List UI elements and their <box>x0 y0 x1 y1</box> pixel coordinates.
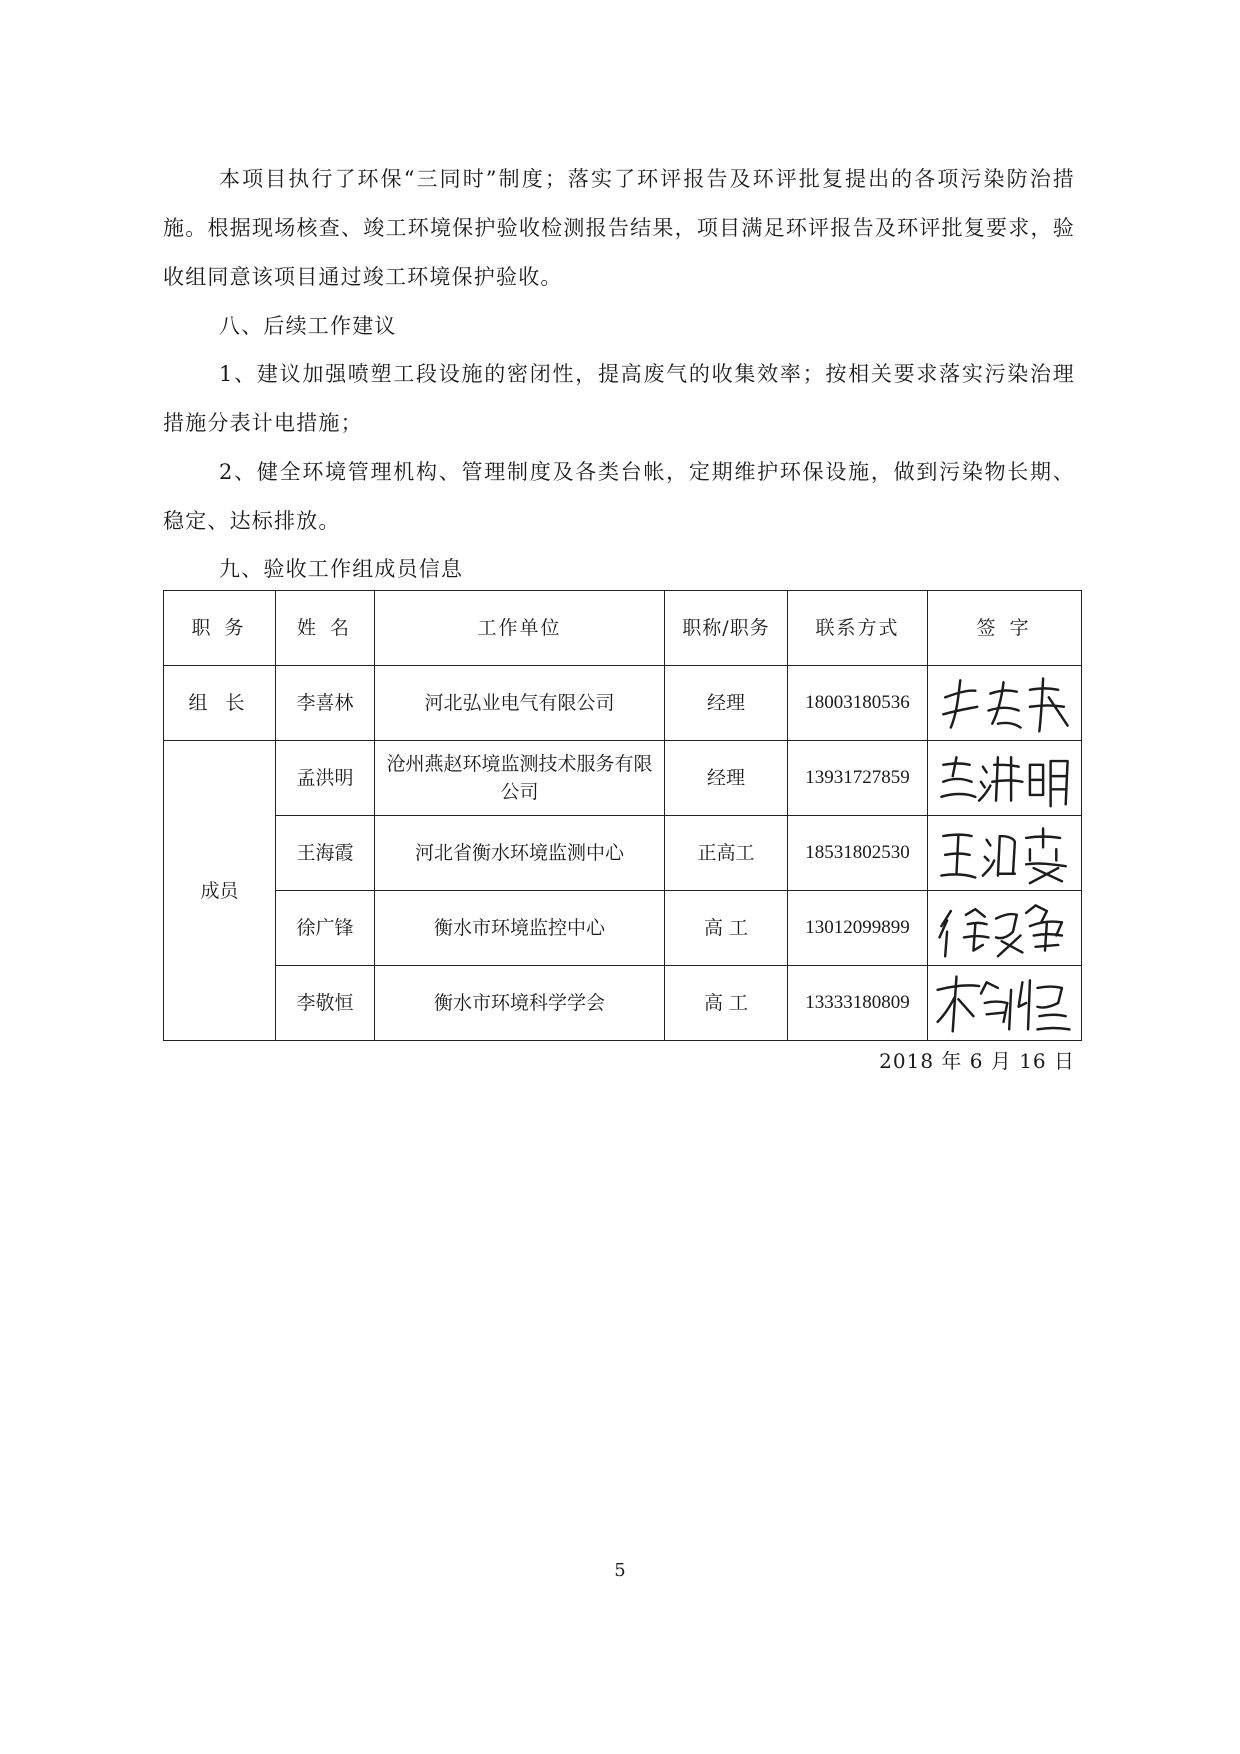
member-unit: 河北省衡水环境监测中心 <box>375 816 665 891</box>
handwritten-signature <box>932 967 1077 1039</box>
suggestion-2: 2、健全环境管理机构、管理制度及各类台帐，定期维护环保设施，做到污染物长期、稳定、达标排放。 <box>163 460 1075 533</box>
document-date: 2018 年 6 月 16 日 <box>879 1049 1075 1073</box>
header-signature: 签 字 <box>928 591 1082 666</box>
member-signature <box>928 741 1082 816</box>
member-title: 经理 <box>665 666 788 741</box>
members-table <box>163 590 1082 1041</box>
member-phone: 18531802530 <box>788 816 928 891</box>
handwritten-signature <box>932 892 1077 964</box>
member-unit: 河北弘业电气有限公司 <box>375 666 665 741</box>
header-name: 姓 名 <box>276 591 375 666</box>
member-title: 高 工 <box>665 891 788 966</box>
member-name: 王海霞 <box>276 816 375 891</box>
handwritten-signature <box>932 667 1077 739</box>
member-signature <box>928 666 1082 741</box>
member-unit: 衡水市环境监控中心 <box>375 891 665 966</box>
member-phone: 13333180809 <box>788 966 928 1041</box>
role-leader: 组 长 <box>164 666 276 741</box>
handwritten-signature <box>932 742 1077 814</box>
section-9-heading: 九、验收工作组成员信息 <box>219 557 464 581</box>
member-signature <box>928 816 1082 891</box>
table-header-row <box>164 591 1082 666</box>
handwritten-signature <box>932 817 1077 889</box>
member-name: 徐广锋 <box>276 891 375 966</box>
header-title: 职称/职务 <box>665 591 788 666</box>
section-8-heading: 八、后续工作建议 <box>219 314 397 338</box>
header-role: 职 务 <box>164 591 276 666</box>
header-contact: 联系方式 <box>788 591 928 666</box>
member-phone: 13931727859 <box>788 741 928 816</box>
suggestion-1: 1、建议加强喷塑工段设施的密闭性，提高废气的收集效率；按相关要求落实污染治理措施分表计电措施； <box>163 362 1075 435</box>
member-phone: 13012099899 <box>788 891 928 966</box>
table-row <box>164 966 1082 1041</box>
table-row <box>164 891 1082 966</box>
member-name: 孟洪明 <box>276 741 375 816</box>
table-row <box>164 666 1082 741</box>
header-unit: 工作单位 <box>375 591 665 666</box>
member-title: 经理 <box>665 741 788 816</box>
page-number: 5 <box>614 1560 626 1581</box>
table-row <box>164 741 1082 816</box>
role-members: 成员 <box>164 741 276 1041</box>
member-title: 高 工 <box>665 966 788 1041</box>
member-signature <box>928 891 1082 966</box>
member-unit: 衡水市环境科学学会 <box>375 966 665 1041</box>
table-row <box>164 816 1082 891</box>
member-signature <box>928 966 1082 1041</box>
member-phone: 18003180536 <box>788 666 928 741</box>
member-name: 李喜林 <box>276 666 375 741</box>
member-title: 正高工 <box>665 816 788 891</box>
member-unit: 沧州燕赵环境监测技术服务有限公司 <box>375 741 665 816</box>
member-name: 李敬恒 <box>276 966 375 1041</box>
conclusion-paragraph: 本项目执行了环保“三同时”制度；落实了环评报告及环评批复提出的各项污染防治措施。根据现场核查、竣工环境保护验收检测报告结果，项目满足环评报告及环评批复要求，验收组同意该项目通过竣工环境保护验收。 <box>163 167 1075 289</box>
